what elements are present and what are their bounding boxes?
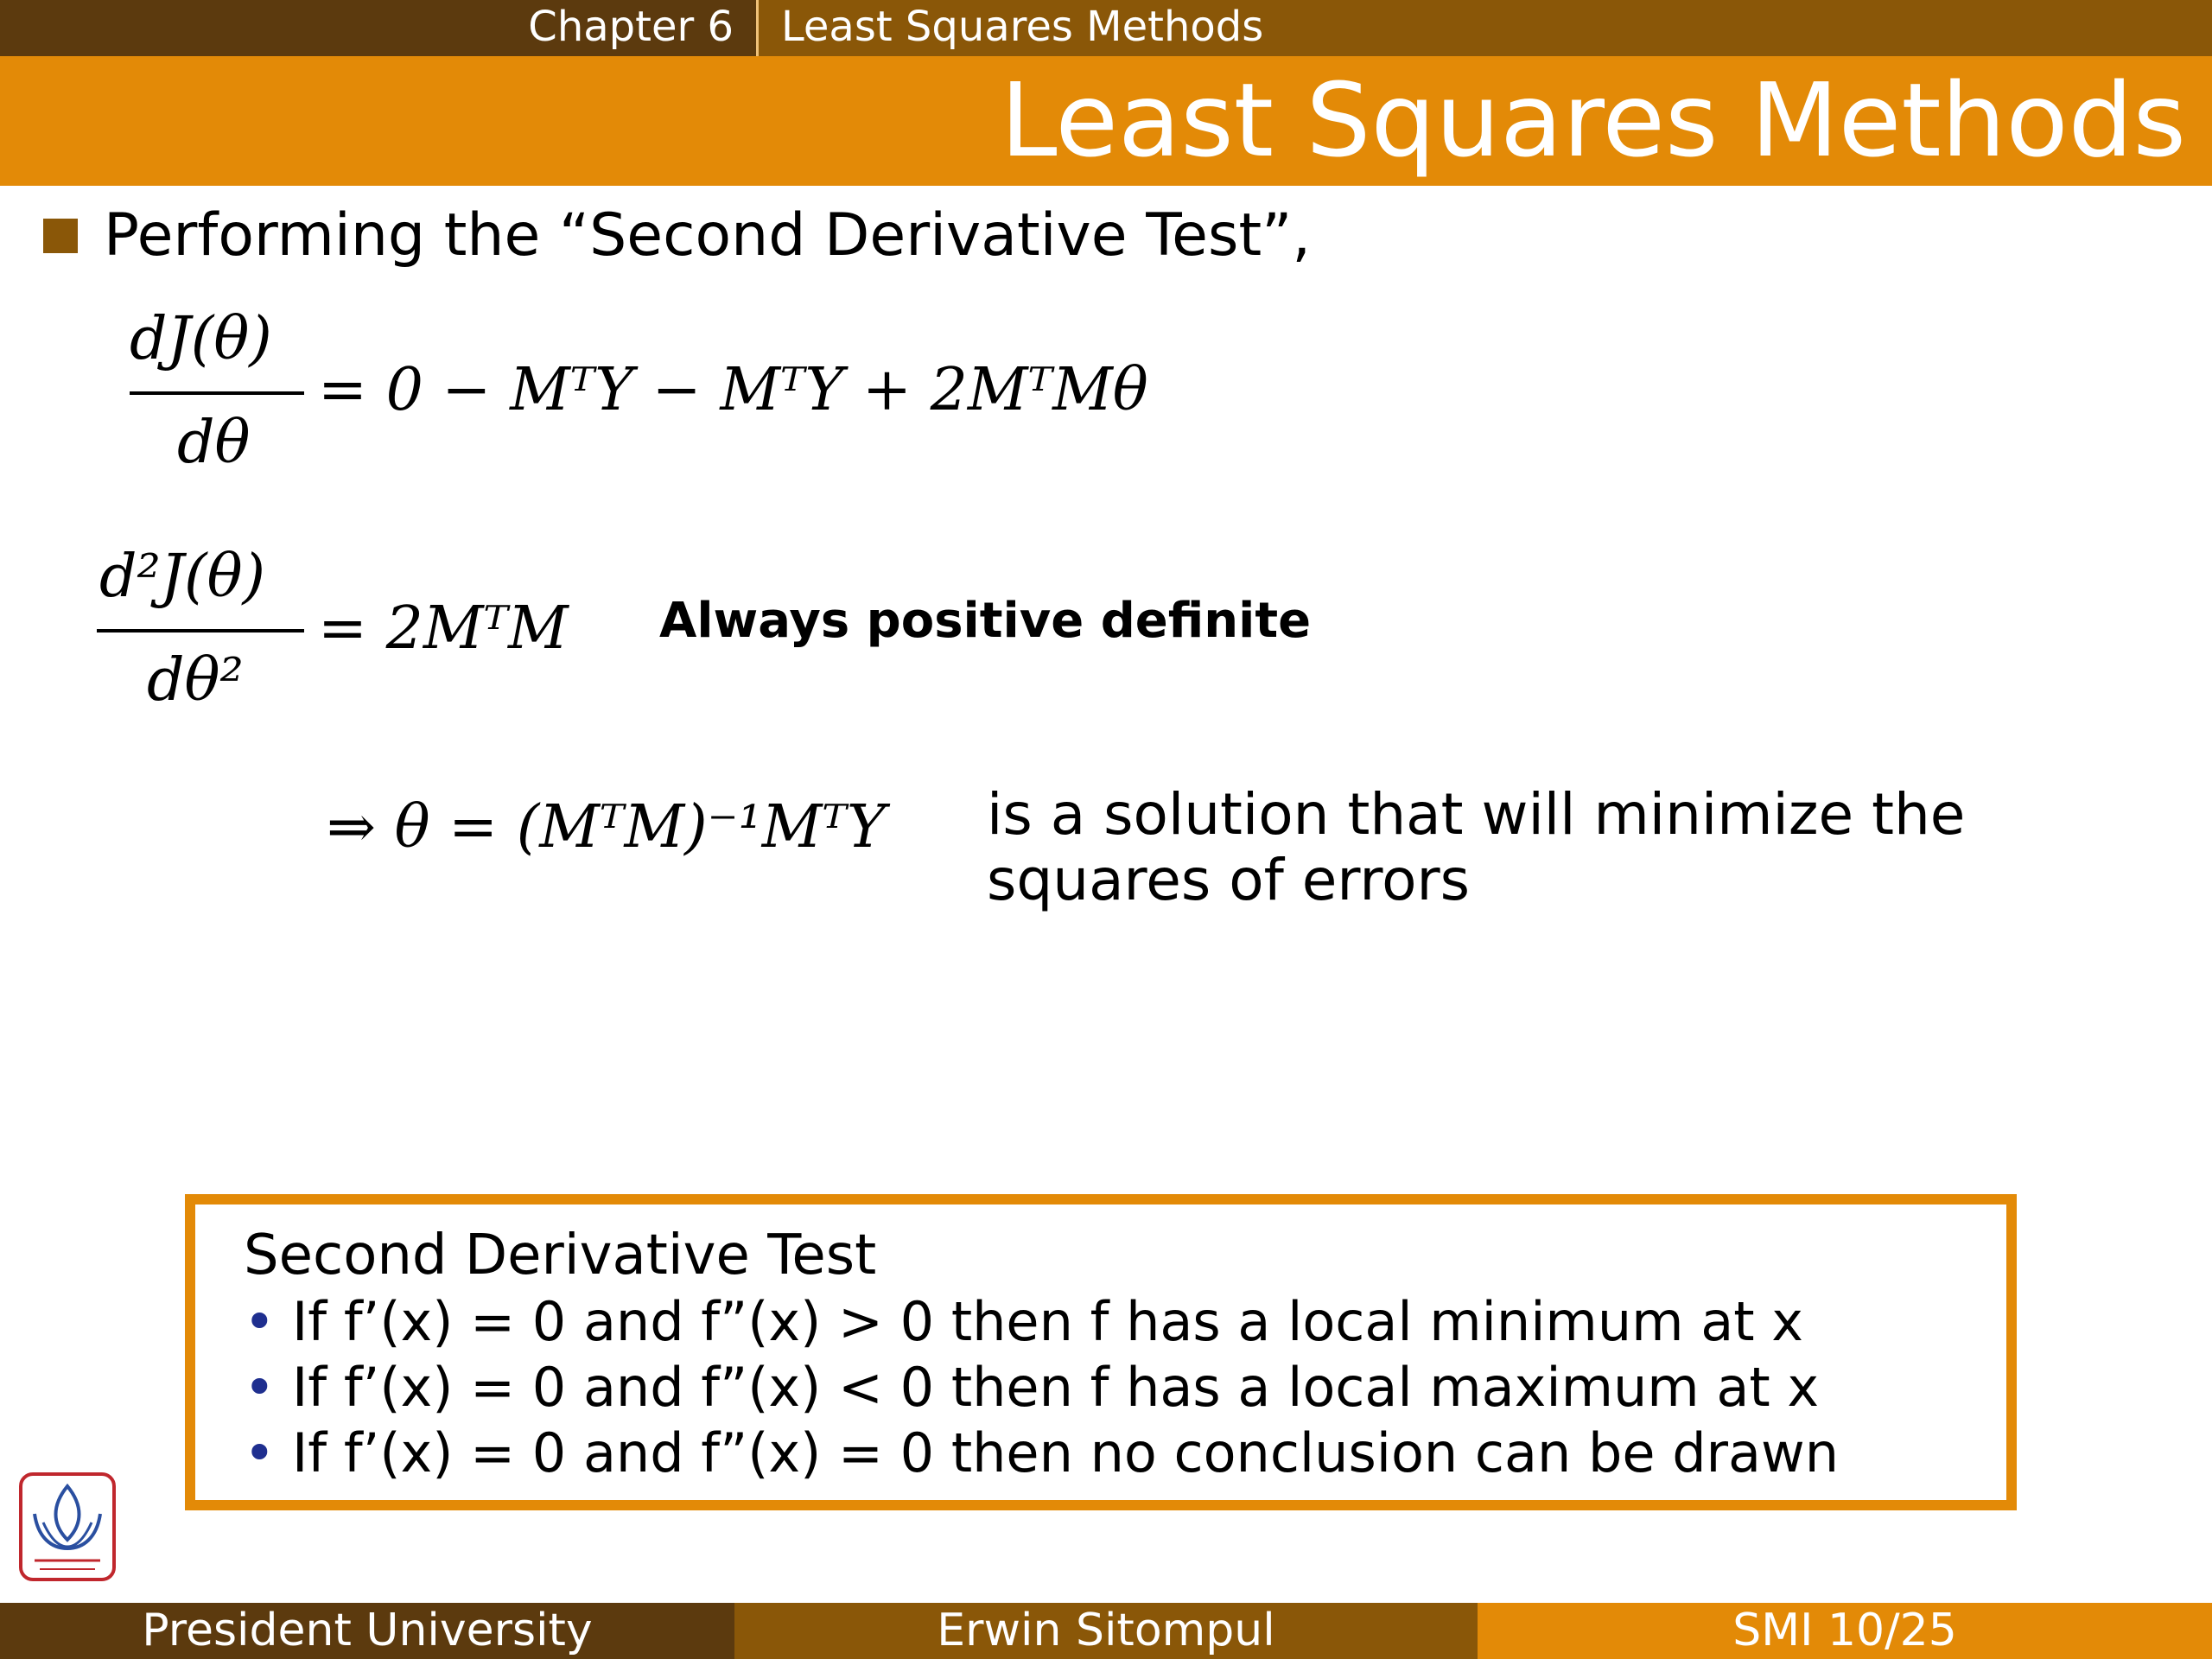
solution-line-2: squares of errors bbox=[987, 847, 1470, 913]
section-label[interactable]: Least Squares Methods bbox=[759, 0, 2212, 56]
eq1-rhs: = 0 − MᵀY − MᵀY + 2MᵀMθ bbox=[318, 356, 1148, 424]
bullet-dot-icon: • bbox=[244, 1290, 276, 1353]
bullet-text: Performing the “Second Derivative Test”, bbox=[104, 201, 1311, 270]
list-item-text: If f’(x) = 0 and f”(x) = 0 then no conclusion can be drawn bbox=[292, 1421, 1840, 1484]
solution-text bbox=[987, 782, 1965, 913]
footer-bar bbox=[0, 1603, 2212, 1659]
bullet-dot-icon: • bbox=[244, 1356, 276, 1419]
second-derivative-test-box bbox=[185, 1194, 2017, 1510]
eq2-numerator: d²J(θ) bbox=[99, 543, 266, 611]
list-item-text: If f’(x) = 0 and f”(x) < 0 then f has a local maximum at x bbox=[292, 1356, 1820, 1419]
slide-title: Least Squares Methods bbox=[1000, 60, 2186, 180]
eq2-denominator: dθ² bbox=[147, 646, 244, 715]
footer-slide-number: SMI 10/25 bbox=[1478, 1603, 2212, 1659]
eq2-rhs: = 2MᵀM bbox=[318, 594, 569, 663]
chapter-label[interactable]: Chapter 6 bbox=[0, 0, 756, 56]
list-item bbox=[244, 1421, 2006, 1486]
list-item-text: If f’(x) = 0 and f”(x) > 0 then f has a local minimum at x bbox=[292, 1290, 1803, 1353]
eq1-numerator: dJ(θ) bbox=[130, 305, 272, 373]
list-item bbox=[244, 1289, 2006, 1355]
footer-institution: President University bbox=[0, 1603, 734, 1659]
eq1-denominator: dθ bbox=[177, 409, 251, 477]
list-item bbox=[244, 1355, 2006, 1421]
bullet-dot-icon: • bbox=[244, 1421, 276, 1484]
footer-author: Erwin Sitompul bbox=[734, 1603, 1478, 1659]
eq3-expression: ⇒ θ = (MᵀM)⁻¹MᵀY bbox=[327, 793, 886, 861]
positive-definite-note: Always positive definite bbox=[659, 593, 1312, 649]
box-heading: Second Derivative Test bbox=[244, 1224, 877, 1287]
lotus-emblem-icon bbox=[17, 1471, 118, 1583]
solution-line-1: is a solution that will minimize the bbox=[987, 781, 1966, 848]
